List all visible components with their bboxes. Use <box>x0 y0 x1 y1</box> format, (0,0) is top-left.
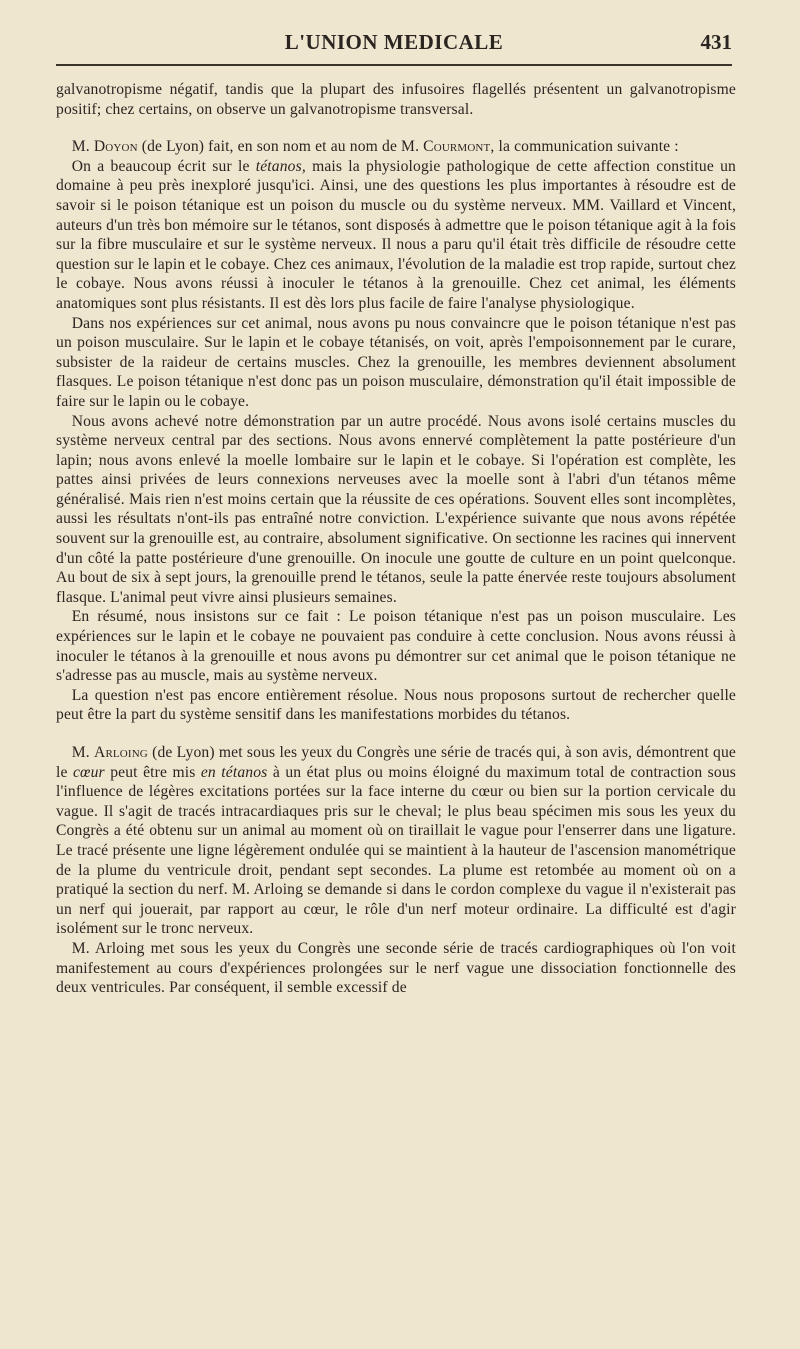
emphasis: tétanos, <box>255 157 306 175</box>
article-body <box>56 80 736 998</box>
paragraph: galvanotropisme négatif, tandis que la plupart des infusoires flagellés présentent un galvanotropisme positif; chez certains, on observe un galvanotropisme transversal. <box>56 81 736 118</box>
speaker-name: Doyon <box>93 138 138 156</box>
paragraph: En résumé, nous insistons sur ce fait : Le poison tétanique n'est pas un poison musculaire. Les expériences sur le lapin et le cobaye ne pouvaient pas conduire à cette conclusion. Nous avons réussi à inoculer le tétanos à la grenouille et nous avons pu démontrer sur cet animal que le poison tétanique ne s'adresse pas au muscle, mais au système nerveux. <box>56 608 736 685</box>
page-number: 431 <box>700 30 732 54</box>
paragraph: Nous avons achevé notre démonstration par un autre procédé. Nous avons isolé certains muscles du système nerveux central par des sections. Nous avons ennervé complètement la patte postérieure d'un lapin; nous avons enlevé la moelle lombaire sur le lapin et le cobaye. Si l'opération est complète, les pattes ainsi privées de leurs connexions nerveuses avec la moelle sont à l'abri d'un tétanos même généralisé. Mais rien n'est moins certain que la réussite de ces opérations. Souvent elles sont incomplètes, aussi les résultats n'ont-ils pas entraîné notre conviction. L'expérience suivante que nous avons répétée souvent sur la grenouille est, au contraire, absolument significative. On sectionne les racines qui innervent d'un côté la patte postérieure d'une grenouille. On inocule une goutte de culture en un point quelconque. Au bout de six à sept jours, la grenouille prend le tétanos, seule la patte énervée reste toujours absolument flasque. L'animal peut vivre ainsi plusieurs semaines. <box>56 412 736 606</box>
paragraph: M. Doyon (de Lyon) fait, en son nom et au nom de M. Courmont, la communication suivante : <box>71 138 679 156</box>
header-rule <box>56 64 732 66</box>
page-header <box>56 30 732 58</box>
paragraph: M. Arloing met sous les yeux du Congrès une seconde série de tracés cardiographiques où l'on voit manifestement au cours d'expériences prolongées sur le nerf vague une dissociation fonctionnelle des deux ventricules. Par conséquent, il semble excessif de <box>56 939 736 997</box>
emphasis: en tétanos <box>200 763 268 781</box>
speaker-name: Courmont <box>423 138 491 156</box>
paragraph: M. Arloing (de Lyon) met sous les yeux du Congrès une série de tracés qui, à son avis, démontrent que le cœur peut être mis en tétanos à un état plus ou moins éloigné du maximum total de contraction sous l'influence de légères excitations portées sur la face interne du cœur ou bien sur la portion cervicale du vague. Il s'agit de tracés intracardiaques pris sur le cheval; le plus beau spécimen mis sous les yeux du Congrès a été obtenu sur un animal au moment où on tiraillait le vague pour l'enserrer dans une ligature. Le tracé présente une ligne légèrement ondulée qui se maintient à la hauteur de l'ascension manométrique de la plume du ventricule droit, pendant sept secondes. La plume est retombée au moment où on a pratiqué la section du nerf. M. Arloing se demande si dans le cordon complexe du vague il n'existerait pas un nerf qui jouerait, par rapport au cœur, le rôle d'un nerf moteur ordinaire. La difficulté est d'agir isolément sur le tronc nerveux. <box>56 744 737 938</box>
paragraph: La question n'est pas encore entièrement résolue. Nous nous proposons surtout de rechercher quelle peut être la part du système sensitif dans les manifestations morbides du tétanos. <box>56 686 736 724</box>
paragraph: On a beaucoup écrit sur le tétanos, mais la physiologie pathologique de cette affection constitue un domaine à peu près inexploré jusqu'ici. Ainsi, une des questions les plus importantes à résoudre est de savoir si le poison tétanique est un poison du muscle ou du système nerveux. MM. Vaillard et Vincent, auteurs d'un très bon mémoire sur le tétanos, sont disposés à admettre que le poison tétanique agit à la fois sur la fibre musculaire et sur le système nerveux. Il nous a paru qu'il était très difficile de résoudre cette question sur le lapin et le cobaye. Chez ces animaux, l'évolution de la maladie est trop rapide, surtout chez le cobaye. Nous avons réussi à inoculer le tétanos à la grenouille. Chez cet animal, les éléments anatomiques sont plus résistants. Il est dès lors plus facile de faire l'analyse physiologique. <box>56 157 736 312</box>
emphasis: cœur <box>72 763 105 781</box>
running-title: L'UNION MEDICALE <box>284 30 504 54</box>
speaker-name: Arloing <box>94 744 148 761</box>
paragraph: Dans nos expériences sur cet animal, nous avons pu nous convaincre que le poison tétanique n'est pas un poison musculaire. Sur le lapin et le cobaye tétanisés, on voit, après l'empoisonnement par le curare, subsister de la raideur de certains muscles. Chez la grenouille, les membres deviennent absolument flasques. Le poison tétanique n'est donc pas un poison musculaire, démonstration qu'il était impossible de faire sur le lapin ou le cobaye. <box>56 314 736 410</box>
